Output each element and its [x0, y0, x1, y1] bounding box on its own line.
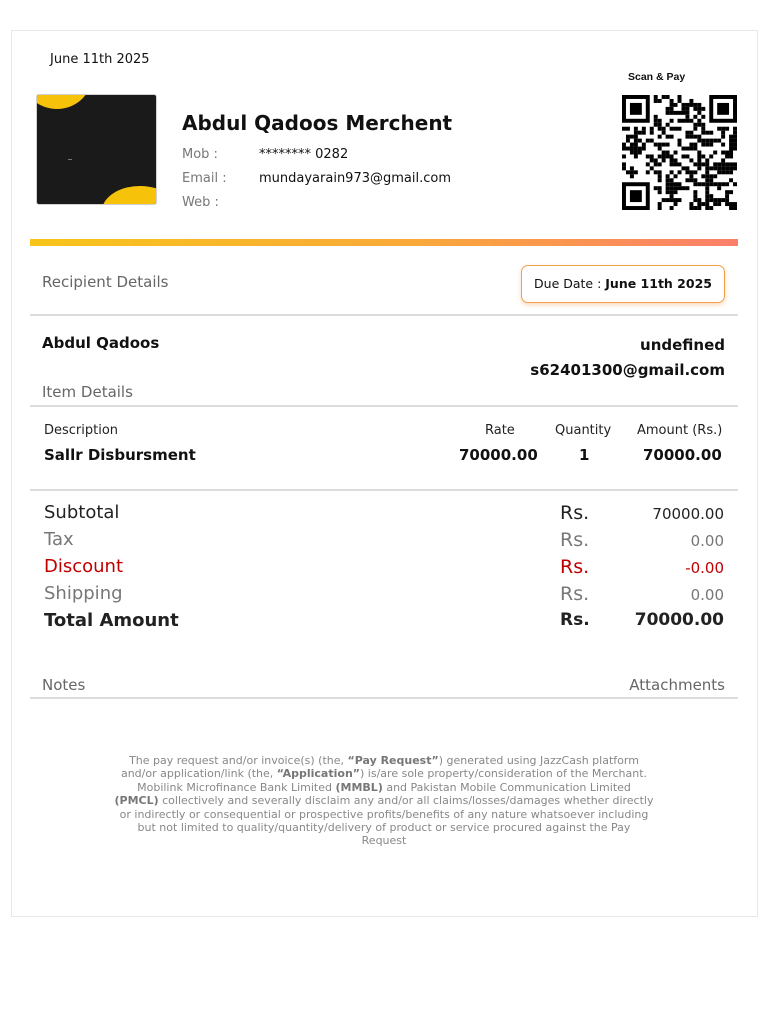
email-value: mundayarain973@gmail.com	[259, 171, 451, 186]
subtotal-label: Subtotal	[44, 502, 120, 523]
disclaimer-text: ) is/are sole property/consideration of the Merchant. Mobilink Microfinance Bank Limited	[137, 767, 648, 794]
item-quantity: 1	[579, 446, 590, 464]
recipient-email: s62401300@gmail.com	[530, 361, 725, 379]
divider	[30, 314, 738, 316]
subtotal-currency: Rs.	[560, 502, 590, 524]
shipping-label: Shipping	[44, 583, 123, 604]
disclaimer-text: The pay request and/or invoice(s) (the,	[129, 754, 348, 767]
shipping-currency: Rs.	[560, 583, 590, 605]
total-amount-value: 70000.00	[634, 610, 724, 630]
disclaimer	[114, 754, 654, 848]
discount-label: Discount	[44, 556, 124, 577]
recipient-field-1: undefined	[640, 336, 725, 354]
item-rate: 70000.00	[459, 446, 538, 464]
item-description: Sallr Disbursment	[44, 446, 196, 464]
tax-currency: Rs.	[560, 529, 590, 551]
total-currency: Rs.	[560, 610, 590, 630]
subtotal-value: 70000.00	[652, 505, 724, 523]
accent-divider	[30, 239, 738, 246]
total-amount-label: Total Amount	[44, 610, 179, 631]
notes-label: Notes	[42, 676, 86, 694]
due-date-badge	[521, 265, 725, 303]
col-rate: Rate	[485, 423, 515, 438]
merchant-logo	[36, 94, 157, 205]
disclaimer-text: and Pakistan Mobile Communication Limited	[382, 780, 631, 794]
attachments-label[interactable]: Attachments	[629, 676, 725, 694]
disclaimer-bold: (MMBL)	[335, 780, 383, 794]
email-label: Email :	[182, 171, 227, 186]
mob-label: Mob :	[182, 147, 218, 162]
due-date-label: Due Date :	[534, 276, 602, 291]
invoice-date: June 11th 2025	[50, 52, 150, 67]
disclaimer-text: ) generated using JazzCash platform and/or application/link (the,	[120, 754, 639, 781]
disclaimer-text: collectively and severally disclaim any and/or all claims/losses/damages whether directly or indirectly or consequential or prospective profits/benefits of any nature whatsoever including but not limited to quality/quantity/delivery of product or service procured against the Pay Request	[119, 794, 654, 848]
item-amount: 70000.00	[643, 446, 722, 464]
recipient-details-title: Recipient Details	[42, 273, 169, 291]
tax-label: Tax	[44, 529, 74, 550]
divider	[30, 697, 738, 699]
due-date-value: June 11th 2025	[605, 276, 712, 291]
merchant-name: Abdul Qadoos Merchent	[182, 111, 453, 135]
logo-shape-top	[36, 94, 91, 109]
logo-shape-bottom	[102, 186, 157, 205]
col-amount: Amount (Rs.)	[637, 423, 723, 438]
item-details-title: Item Details	[42, 383, 133, 401]
web-label: Web :	[182, 195, 219, 210]
col-description: Description	[44, 423, 119, 438]
logo-mark	[68, 159, 72, 160]
recipient-name: Abdul Qadoos	[42, 334, 160, 352]
divider	[30, 489, 738, 491]
divider	[30, 405, 738, 407]
scan-pay-label: Scan & Pay	[628, 71, 686, 83]
disclaimer-bold: “Application”	[276, 767, 361, 781]
mob-value: ******** 0282	[259, 147, 349, 162]
disclaimer-bold: (PMCL)	[114, 794, 159, 808]
col-quantity: Quantity	[555, 423, 612, 438]
disclaimer-bold: “Pay Request”	[347, 754, 439, 767]
discount-value: -0.00	[685, 559, 724, 577]
tax-value: 0.00	[690, 532, 724, 550]
shipping-value: 0.00	[690, 586, 724, 604]
discount-currency: Rs.	[560, 556, 590, 578]
qr-code-icon[interactable]	[620, 95, 738, 210]
